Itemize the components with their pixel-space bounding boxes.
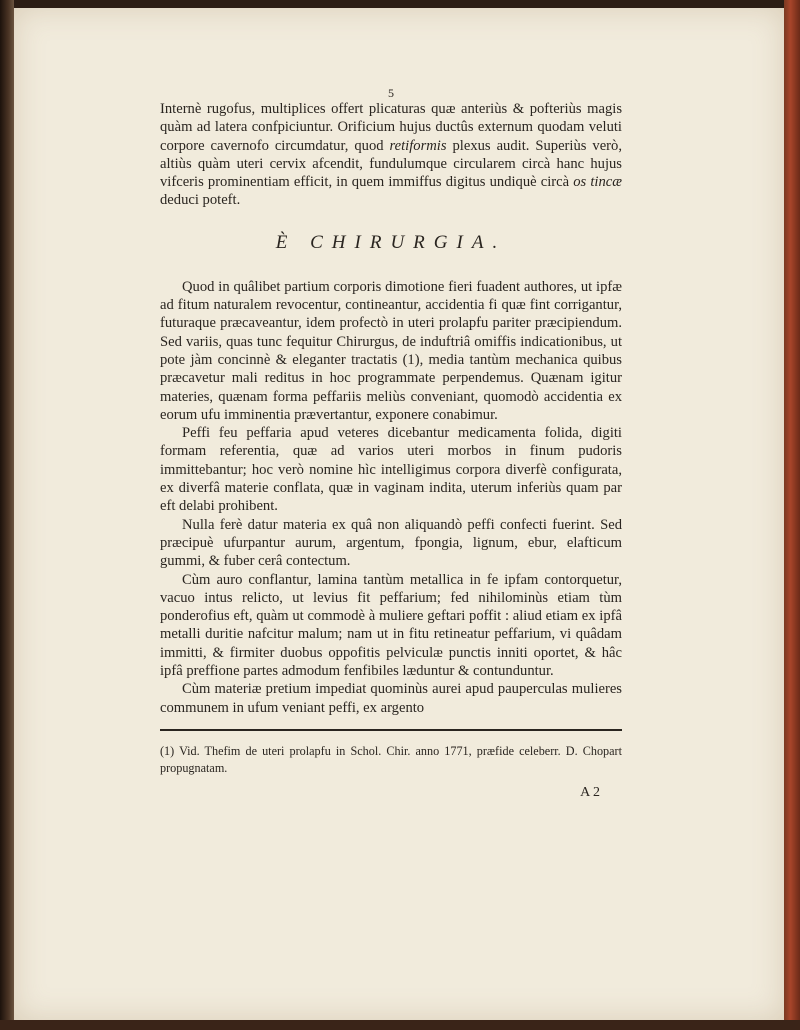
section-heading: È CHIRURGIA. bbox=[275, 231, 507, 253]
paragraph-1-italic-retiformis: retiformis bbox=[389, 137, 447, 154]
paragraph-6: Cùm materiæ pretium impediat quominùs aurei apud pauperculas mulieres communem in ufum veniant peffi, ex argento bbox=[160, 681, 622, 716]
paragraph-1-text-c: deduci poteft. bbox=[160, 192, 241, 209]
paragraph-1-italic-os-tincae: os tincæ bbox=[573, 174, 622, 191]
paragraph-1-text-b: plexus audit. Superiùs verò, altiùs quàm uteri cervix afcendit, fundulumque circularem circà hanc hujus vifceris prominentiam efficit, in quem immiffus digitus undiquè circà bbox=[160, 137, 622, 191]
paragraph-3: Peffi feu peffaria apud veteres dicebantur medicamenta folida, digiti formam referentia, quæ ad varios uteri morbos in finum pudoris immittebantur; hoc verò nomine hìc intelligimus corpora diverfè configurata, ex diverfâ materie conflata, quæ in vaginam indita, uterum inferiùs quam par eft delabi prohibent. bbox=[160, 425, 622, 515]
binding-edge bbox=[0, 0, 14, 1030]
footnote: (1) Vid. Thefim de uteri prolapfu in Schol. Chir. anno 1771, præfide celeberr. D. Chopart propugnatam. bbox=[160, 743, 622, 775]
paragraph-1 bbox=[160, 100, 622, 210]
paragraph-4: Nulla ferè datur materia ex quâ non aliquandò peffi confecti fuerint. Sed præcipuè ufurpantur aurum, argentum, fpongia, lignum, ebur, elafticum gummi, & fuber cerâ contectum. bbox=[160, 516, 622, 570]
bottom-edge bbox=[0, 1020, 800, 1030]
page-number: 5 bbox=[388, 86, 394, 100]
signature-mark: A 2 bbox=[580, 784, 600, 800]
footnote-divider bbox=[160, 729, 622, 731]
paragraph-5: Cùm auro conflantur, lamina tantùm metallica in fe ipfam contorquetur, vacuo intus relicto, ut levius fit peffarium; fed nihilominùs etiam tùm ponderofius eft, quàm ut commodè à muliere geftari poffit : aliud etiam ex ipfâ metalli duritie nafcitur malum; nam ut in fitu retineatur peffarium, vi quâdam immitti, & firmiter duobus oppofitis pelviculæ punctis inniti oportet, & hâc ipfâ preffione partes admodum fenfibiles læduntur & contunduntur. bbox=[160, 571, 622, 680]
text-block bbox=[160, 86, 622, 801]
paragraph-2: Quod in quâlibet partium corporis dimotione fieri fuadent authores, ut ipfæ ad fitum naturalem revocentur, contineantur, accidentia fi quæ fint corrigantur, futuraque præcaveantur, idem profectò in uteri prolapfu pariter præcipiendum. Sed variis, quas tunc fequitur Chirurgus, de induftriâ omiffis indicationibus, ut pote jàm concinnè & eleganter tractatis (1), media tantùm mechanica quibus præcavetur mali reditus in hoc programmate perpendemus. Quænam igitur materies, quænam forma peffariis meliùs conveniant, quomodò accidentia ex eorum ufu imminentia prævertantur, exponere conabimur. bbox=[160, 278, 622, 423]
cover-edge bbox=[784, 0, 800, 1030]
paragraph-1-text-a: Internè rugofus, multiplices offert plicaturas quæ anteriùs & pofteriùs magis quàm ad latera confpiciuntur. Orificium hujus ductûs externum quodam veluti corpore cavernofo circumdatur, quod bbox=[160, 101, 622, 154]
